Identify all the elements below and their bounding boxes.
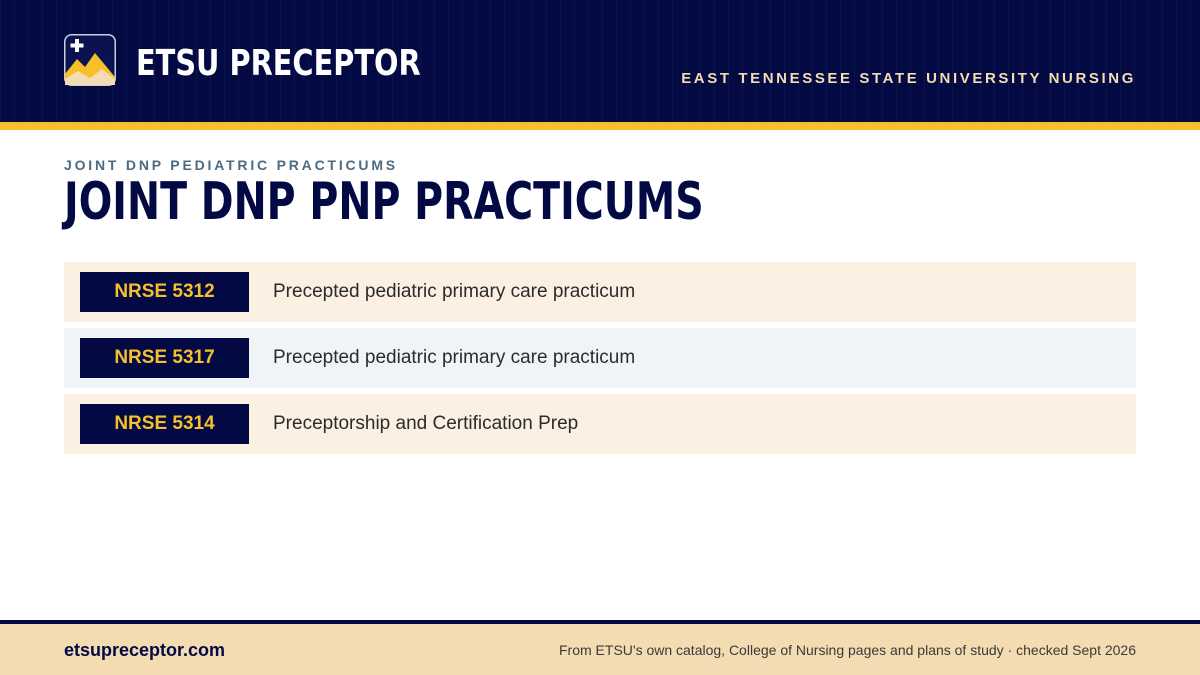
- course-description: Precepted pediatric primary care practicum: [273, 347, 636, 368]
- section-eyebrow: JOINT DNP PEDIATRIC PRACTICUMS: [64, 157, 398, 173]
- brand-name: ETSU PRECEPTOR: [136, 43, 421, 84]
- mountain-cross-icon: [64, 34, 116, 86]
- course-description: Preceptorship and Certification Prep: [273, 413, 579, 434]
- course-row: [64, 262, 1136, 322]
- course-code-badge: NRSE 5312: [80, 272, 249, 312]
- page-title: JOINT DNP PNP PRACTICUMS: [64, 172, 704, 232]
- course-list: [64, 262, 1136, 460]
- course-description: Precepted pediatric primary care practicum: [273, 281, 636, 302]
- course-row: [64, 394, 1136, 454]
- header-gold-stripe: [0, 122, 1200, 130]
- course-code-badge: NRSE 5317: [80, 338, 249, 378]
- source-note: From ETSU's own catalog, College of Nursing pages and plans of study · checked Sept 2026: [559, 642, 1136, 658]
- course-row: [64, 328, 1136, 388]
- site-link[interactable]: etsupreceptor.com: [64, 640, 226, 660]
- course-code-badge: NRSE 5314: [80, 404, 249, 444]
- university-name: EAST TENNESSEE STATE UNIVERSITY NURSING: [681, 70, 1136, 87]
